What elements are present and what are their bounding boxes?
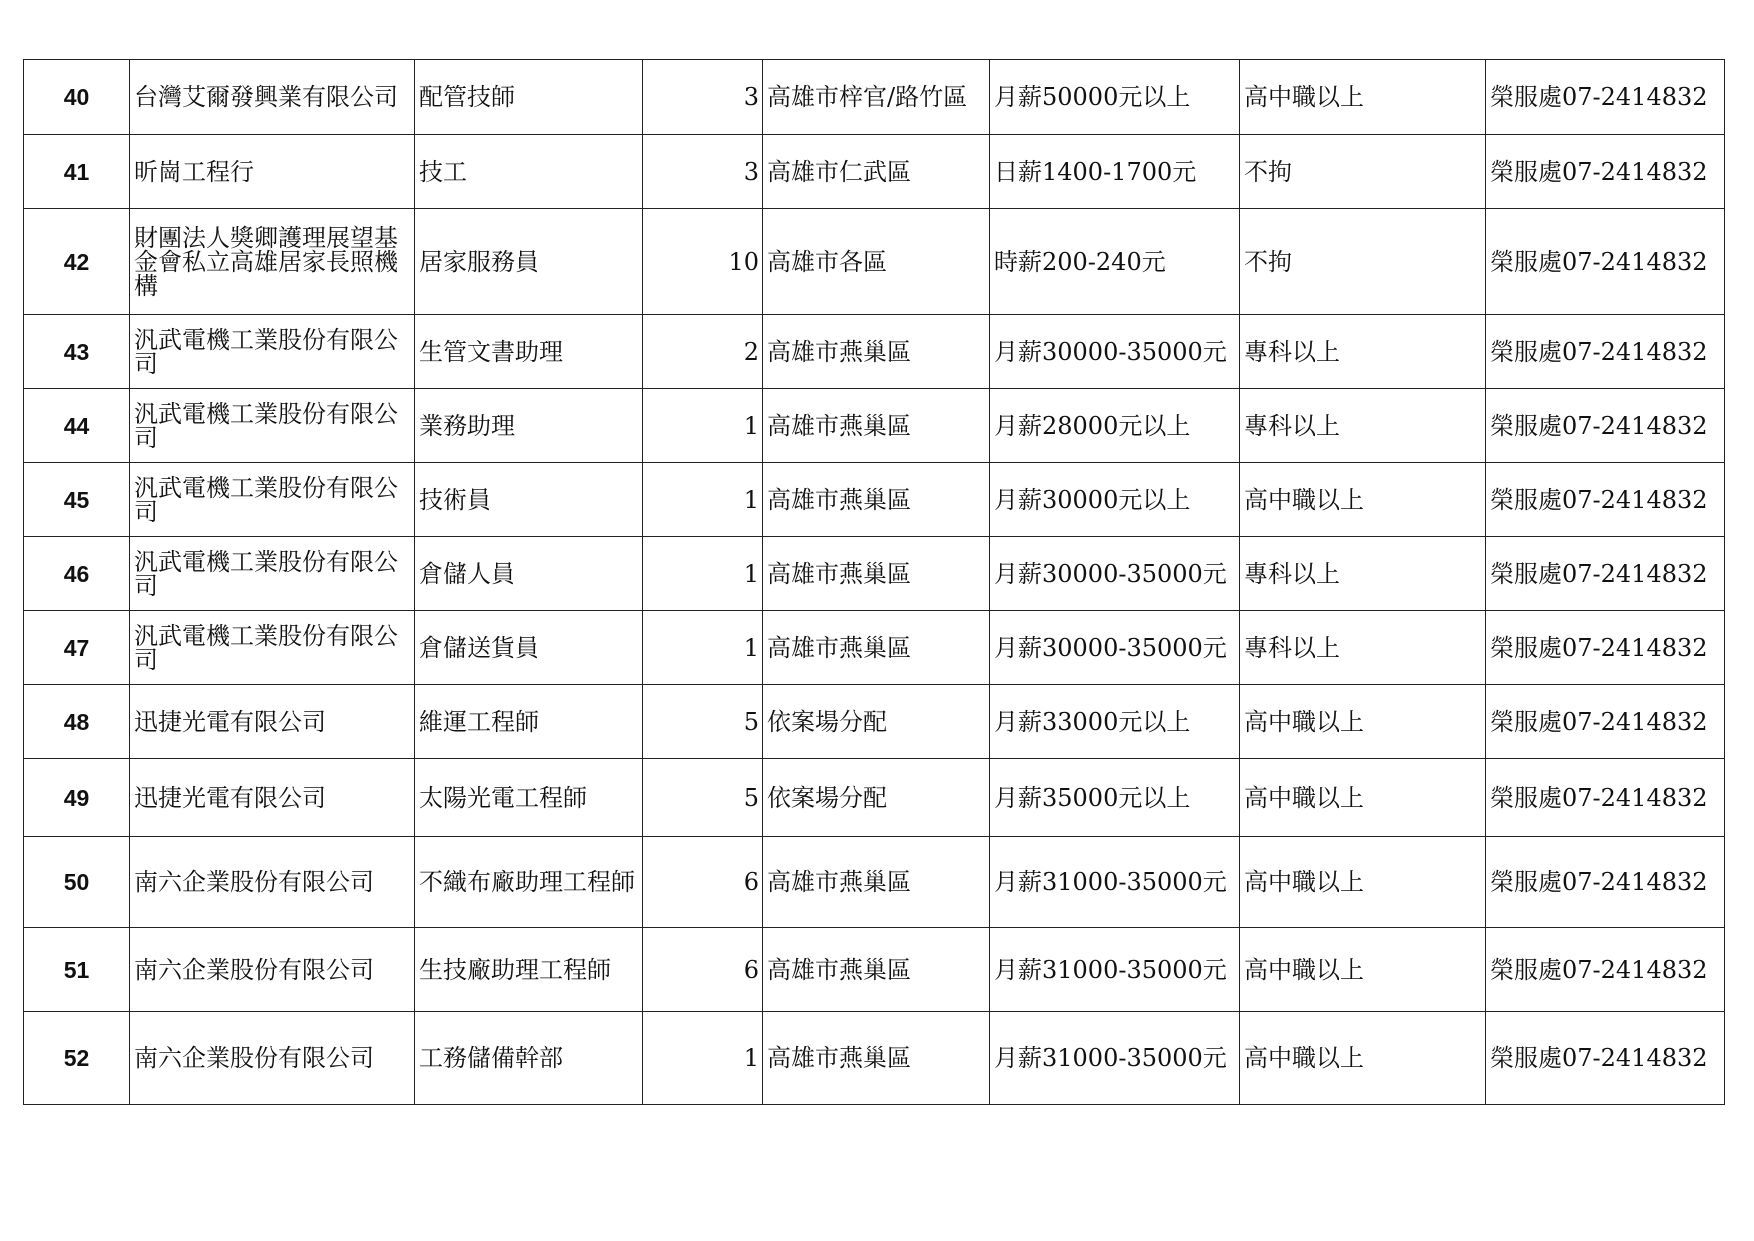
contact-info: 榮服處07-2414832 bbox=[1486, 315, 1725, 389]
openings-count: 1 bbox=[643, 463, 763, 537]
salary: 月薪30000-35000元 bbox=[990, 611, 1240, 685]
openings-count: 10 bbox=[643, 209, 763, 315]
company-name: 南六企業股份有限公司 bbox=[130, 1012, 415, 1105]
work-location: 高雄市燕巢區 bbox=[763, 1012, 990, 1105]
job-table-body bbox=[24, 60, 1725, 1105]
salary: 月薪31000-35000元 bbox=[990, 1012, 1240, 1105]
education-requirement: 專科以上 bbox=[1240, 611, 1486, 685]
openings-count: 6 bbox=[643, 928, 763, 1012]
row-number: 49 bbox=[24, 759, 130, 837]
salary: 月薪31000-35000元 bbox=[990, 928, 1240, 1012]
openings-count: 1 bbox=[643, 1012, 763, 1105]
table-row bbox=[24, 685, 1725, 759]
row-number: 46 bbox=[24, 537, 130, 611]
contact-info: 榮服處07-2414832 bbox=[1486, 759, 1725, 837]
contact-info: 榮服處07-2414832 bbox=[1486, 537, 1725, 611]
job-title: 居家服務員 bbox=[415, 209, 643, 315]
job-listing-table bbox=[23, 59, 1725, 1105]
openings-count: 5 bbox=[643, 685, 763, 759]
work-location: 依案場分配 bbox=[763, 759, 990, 837]
company-name: 昕崗工程行 bbox=[130, 135, 415, 209]
work-location: 高雄市燕巢區 bbox=[763, 315, 990, 389]
row-number: 42 bbox=[24, 209, 130, 315]
job-title: 倉儲送貨員 bbox=[415, 611, 643, 685]
education-requirement: 高中職以上 bbox=[1240, 685, 1486, 759]
row-number: 43 bbox=[24, 315, 130, 389]
table-row bbox=[24, 759, 1725, 837]
education-requirement: 專科以上 bbox=[1240, 389, 1486, 463]
company-name: 汎武電機工業股份有限公司 bbox=[130, 463, 415, 537]
openings-count: 5 bbox=[643, 759, 763, 837]
row-number: 41 bbox=[24, 135, 130, 209]
company-name: 南六企業股份有限公司 bbox=[130, 837, 415, 928]
education-requirement: 高中職以上 bbox=[1240, 463, 1486, 537]
table-row bbox=[24, 837, 1725, 928]
table-row bbox=[24, 135, 1725, 209]
table-row bbox=[24, 928, 1725, 1012]
education-requirement: 高中職以上 bbox=[1240, 928, 1486, 1012]
salary: 月薪31000-35000元 bbox=[990, 837, 1240, 928]
contact-info: 榮服處07-2414832 bbox=[1486, 209, 1725, 315]
company-name: 迅捷光電有限公司 bbox=[130, 759, 415, 837]
contact-info: 榮服處07-2414832 bbox=[1486, 685, 1725, 759]
job-title: 維運工程師 bbox=[415, 685, 643, 759]
work-location: 高雄市燕巢區 bbox=[763, 537, 990, 611]
company-name: 汎武電機工業股份有限公司 bbox=[130, 537, 415, 611]
contact-info: 榮服處07-2414832 bbox=[1486, 389, 1725, 463]
salary: 月薪50000元以上 bbox=[990, 60, 1240, 135]
job-title: 生管文書助理 bbox=[415, 315, 643, 389]
job-title: 業務助理 bbox=[415, 389, 643, 463]
work-location: 高雄市各區 bbox=[763, 209, 990, 315]
company-name: 迅捷光電有限公司 bbox=[130, 685, 415, 759]
company-name: 財團法人獎卿護理展望基金會私立高雄居家長照機構 bbox=[130, 209, 415, 315]
salary: 日薪1400-1700元 bbox=[990, 135, 1240, 209]
job-title: 太陽光電工程師 bbox=[415, 759, 643, 837]
education-requirement: 專科以上 bbox=[1240, 537, 1486, 611]
salary: 月薪30000-35000元 bbox=[990, 315, 1240, 389]
contact-info: 榮服處07-2414832 bbox=[1486, 928, 1725, 1012]
openings-count: 6 bbox=[643, 837, 763, 928]
table-row bbox=[24, 315, 1725, 389]
education-requirement: 高中職以上 bbox=[1240, 1012, 1486, 1105]
salary: 時薪200-240元 bbox=[990, 209, 1240, 315]
work-location: 依案場分配 bbox=[763, 685, 990, 759]
openings-count: 1 bbox=[643, 389, 763, 463]
company-name: 汎武電機工業股份有限公司 bbox=[130, 389, 415, 463]
work-location: 高雄市燕巢區 bbox=[763, 389, 990, 463]
education-requirement: 高中職以上 bbox=[1240, 837, 1486, 928]
work-location: 高雄市燕巢區 bbox=[763, 463, 990, 537]
contact-info: 榮服處07-2414832 bbox=[1486, 611, 1725, 685]
education-requirement: 專科以上 bbox=[1240, 315, 1486, 389]
education-requirement: 高中職以上 bbox=[1240, 759, 1486, 837]
table-row bbox=[24, 389, 1725, 463]
salary: 月薪30000-35000元 bbox=[990, 537, 1240, 611]
row-number: 51 bbox=[24, 928, 130, 1012]
row-number: 47 bbox=[24, 611, 130, 685]
table-row bbox=[24, 209, 1725, 315]
table-row bbox=[24, 537, 1725, 611]
education-requirement: 不拘 bbox=[1240, 135, 1486, 209]
job-title: 配管技師 bbox=[415, 60, 643, 135]
work-location: 高雄市燕巢區 bbox=[763, 611, 990, 685]
salary: 月薪33000元以上 bbox=[990, 685, 1240, 759]
work-location: 高雄市仁武區 bbox=[763, 135, 990, 209]
contact-info: 榮服處07-2414832 bbox=[1486, 463, 1725, 537]
contact-info: 榮服處07-2414832 bbox=[1486, 837, 1725, 928]
work-location: 高雄市梓官/路竹區 bbox=[763, 60, 990, 135]
row-number: 45 bbox=[24, 463, 130, 537]
company-name: 汎武電機工業股份有限公司 bbox=[130, 611, 415, 685]
job-title: 技工 bbox=[415, 135, 643, 209]
salary: 月薪30000元以上 bbox=[990, 463, 1240, 537]
openings-count: 3 bbox=[643, 60, 763, 135]
table-row bbox=[24, 60, 1725, 135]
row-number: 52 bbox=[24, 1012, 130, 1105]
contact-info: 榮服處07-2414832 bbox=[1486, 60, 1725, 135]
company-name: 汎武電機工業股份有限公司 bbox=[130, 315, 415, 389]
company-name: 台灣艾爾發興業有限公司 bbox=[130, 60, 415, 135]
table-row bbox=[24, 463, 1725, 537]
company-name: 南六企業股份有限公司 bbox=[130, 928, 415, 1012]
job-title: 工務儲備幹部 bbox=[415, 1012, 643, 1105]
education-requirement: 高中職以上 bbox=[1240, 60, 1486, 135]
row-number: 40 bbox=[24, 60, 130, 135]
table-row bbox=[24, 611, 1725, 685]
job-title: 技術員 bbox=[415, 463, 643, 537]
contact-info: 榮服處07-2414832 bbox=[1486, 135, 1725, 209]
job-title: 倉儲人員 bbox=[415, 537, 643, 611]
row-number: 44 bbox=[24, 389, 130, 463]
education-requirement: 不拘 bbox=[1240, 209, 1486, 315]
row-number: 48 bbox=[24, 685, 130, 759]
job-title: 生技廠助理工程師 bbox=[415, 928, 643, 1012]
openings-count: 2 bbox=[643, 315, 763, 389]
work-location: 高雄市燕巢區 bbox=[763, 837, 990, 928]
row-number: 50 bbox=[24, 837, 130, 928]
openings-count: 1 bbox=[643, 537, 763, 611]
salary: 月薪28000元以上 bbox=[990, 389, 1240, 463]
openings-count: 1 bbox=[643, 611, 763, 685]
openings-count: 3 bbox=[643, 135, 763, 209]
table-row bbox=[24, 1012, 1725, 1105]
job-title: 不織布廠助理工程師 bbox=[415, 837, 643, 928]
salary: 月薪35000元以上 bbox=[990, 759, 1240, 837]
contact-info: 榮服處07-2414832 bbox=[1486, 1012, 1725, 1105]
work-location: 高雄市燕巢區 bbox=[763, 928, 990, 1012]
